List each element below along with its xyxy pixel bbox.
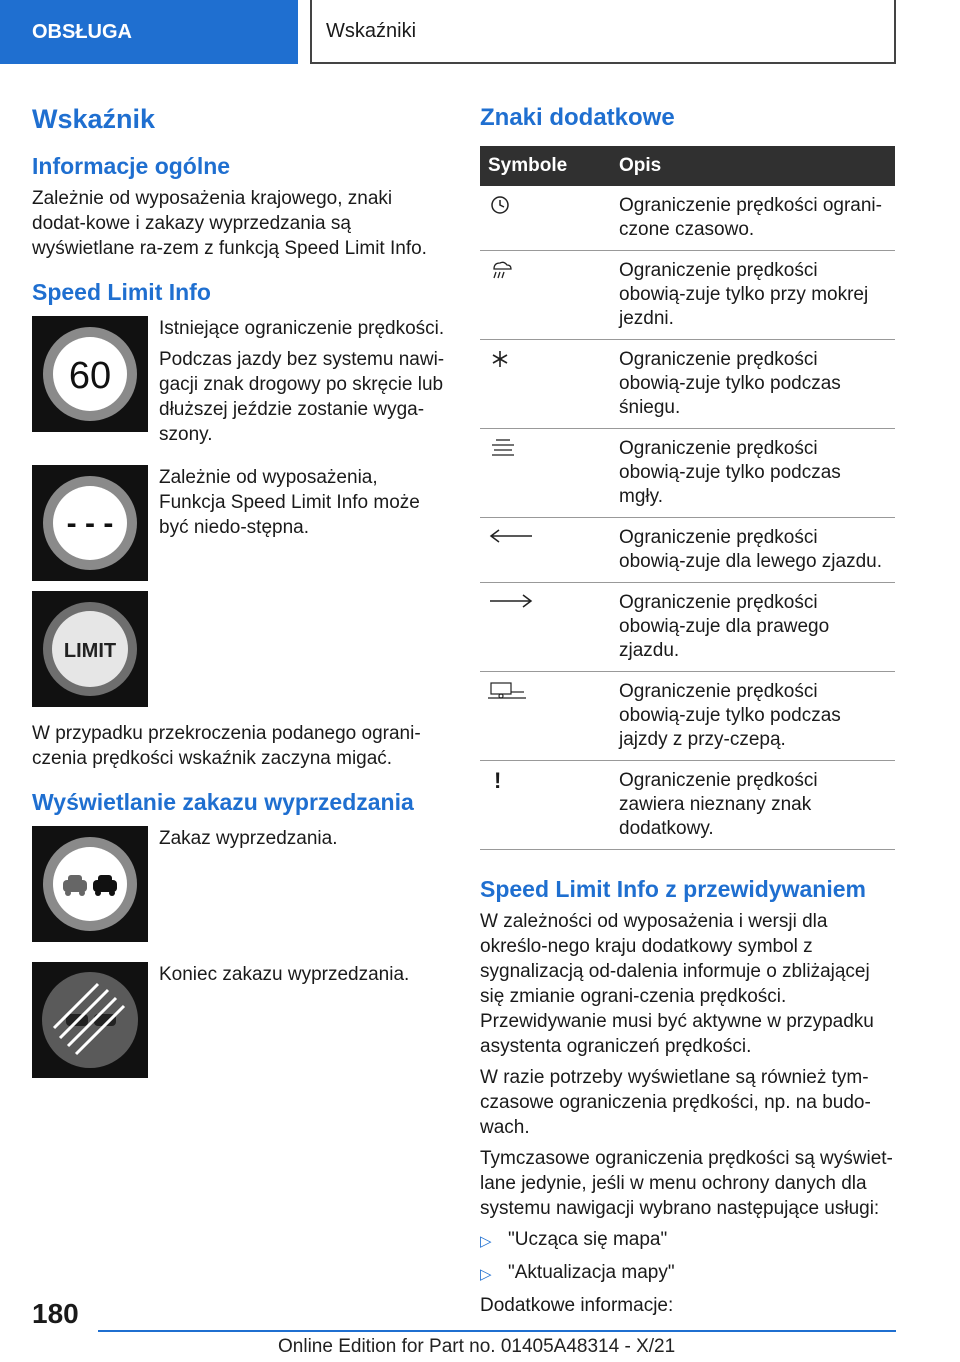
speed-limit-60-sign <box>32 316 148 432</box>
more-info-text: Dodatkowe informacje: <box>480 1295 674 1316</box>
row-desc: Ograniczenie prędkości obowią-zuje tylko podczas mgły. <box>611 429 895 518</box>
header-description: Opis <box>611 146 895 186</box>
speed-limit-dash-icon <box>38 471 142 575</box>
table-row <box>480 251 895 340</box>
end-no-overtaking-icon <box>38 968 142 1072</box>
chapter-label: Wskaźniki <box>326 19 417 42</box>
footer-edition: Online Edition for Part no. 01405A48314 - X/21 <box>278 1336 676 1357</box>
exclamation-icon: ! <box>494 768 502 793</box>
predict-text-3: Tymczasowe ograniczenia prędkości są wyświet-lane jedynie, jeśli w menu ochrony danych dla systemu nawigacji wybrano następujące usługi: <box>480 1148 893 1219</box>
section-tab <box>0 0 298 64</box>
table-row <box>480 518 895 583</box>
speed-limit-unavailable-sign <box>32 465 148 581</box>
row-desc: Ograniczenie prędkości obowią-zuje tylko podczas jajzdy z przy-czepą. <box>611 672 895 761</box>
sign-60-row <box>32 316 447 447</box>
footer-divider <box>98 1330 896 1332</box>
predict-text-1: W zależności od wyposażenia i wersji dla określo-nego kraju dodatkowy symbol z sygnalizacją od-dalenia informuje o zbliżającej się zmianie ograni-czenia prędkości. Przewidywanie musi być aktywne w przypadku asystenta ograniczeń prędkości. <box>480 911 874 1057</box>
no-overtake-row <box>32 826 447 942</box>
page-number: 180 <box>32 1298 79 1329</box>
overtake-heading: Wyświetlanie zakazu wyprzedzania <box>32 789 414 815</box>
end-no-overtake-row <box>32 962 447 1078</box>
table-row <box>480 186 895 251</box>
bullet-triangle-icon: ▷ <box>480 1266 492 1283</box>
arrow-left-icon <box>488 526 534 546</box>
row-desc: Ograniczenie prędkości ograni-czone czasowo. <box>611 186 895 251</box>
bullet-text: "Aktualizacja mapy" <box>508 1262 675 1283</box>
sli-text-2: Podczas jazdy bez systemu nawi-gacji znak drogowy po skręcie lub dłuższej jeździe zostanie wyga-szony. <box>159 349 445 445</box>
rain-icon <box>488 259 514 281</box>
sli-text-3: Zależnie od wyposażenia, Funkcja Speed Limit Info może być niedo-stępna. <box>159 467 420 538</box>
table-header-row <box>480 146 895 186</box>
bullet-triangle-icon: ▷ <box>480 1233 492 1250</box>
trailer-icon <box>488 680 528 702</box>
row-desc: Ograniczenie prędkości zawiera nieznany znak dodatkowy. <box>611 761 895 850</box>
sign-limit-text: LIMIT <box>63 640 117 662</box>
sign-60-text: 60 <box>68 355 112 397</box>
general-text: Zależnie od wyposażenia krajowego, znaki dodat-kowe i zakazy wyprzedzania są wyświetlane ra-zem z funkcją Speed Limit Info. <box>32 188 427 259</box>
chapter-title <box>310 0 896 64</box>
right-column <box>480 96 895 1318</box>
additional-signs-table <box>480 146 895 850</box>
sli-heading: Speed Limit Info <box>32 279 211 305</box>
row-desc: Ograniczenie prędkości obowią-zuje tylko przy mokrej jezdni. <box>611 251 895 340</box>
sign-dash-row <box>32 465 447 581</box>
sli-text-1: Istniejące ograniczenie prędkości. <box>159 318 445 339</box>
sign-dash-text: - - - <box>66 507 114 540</box>
snowflake-icon <box>488 348 512 370</box>
row-desc: Ograniczenie prędkości obowią-zuje dla lewego zjazdu. <box>611 518 895 583</box>
row-desc: Ograniczenie prędkości obowią-zuje dla prawego zjazdu. <box>611 583 895 672</box>
bullet-text: "Ucząca się mapa" <box>508 1229 668 1250</box>
sign-limit-row <box>32 591 447 707</box>
left-column <box>32 96 447 1078</box>
table-row <box>480 429 895 518</box>
table-row <box>480 761 895 850</box>
overtake-text-1: Zakaz wyprzedzania. <box>159 828 338 849</box>
predict-text-2: W razie potrzeby wyświetlane są również tym-czasowe ograniczenia prędkości, np. na budo-wach. <box>480 1067 871 1138</box>
no-overtaking-icon <box>38 832 142 936</box>
clock-icon <box>488 194 512 216</box>
list-item <box>480 1227 895 1254</box>
predict-heading: Speed Limit Info z przewidywaniem <box>480 876 866 902</box>
exceed-text: W przypadku przekroczenia podanego ograni-czenia prędkości wskaźnik zaczyna migać. <box>32 723 421 769</box>
section-label: OBSŁUGA <box>32 20 132 43</box>
end-no-overtaking-sign <box>32 962 148 1078</box>
table-row <box>480 672 895 761</box>
additional-signs-heading: Znaki dodatkowe <box>480 104 675 131</box>
header-symbols: Symbole <box>480 146 611 186</box>
limit-sign <box>32 591 148 707</box>
no-overtaking-sign <box>32 826 148 942</box>
overtake-text-2: Koniec zakazu wyprzedzania. <box>159 964 410 985</box>
table-row <box>480 583 895 672</box>
general-heading: Informacje ogólne <box>32 153 231 179</box>
page-title: Wskaźnik <box>32 104 156 134</box>
speed-limit-60-icon <box>38 322 142 426</box>
table-row <box>480 340 895 429</box>
arrow-right-icon <box>488 591 534 611</box>
fog-icon <box>488 437 518 459</box>
list-item <box>480 1260 895 1287</box>
limit-icon <box>38 597 142 701</box>
row-desc: Ograniczenie prędkości obowią-zuje tylko podczas śniegu. <box>611 340 895 429</box>
